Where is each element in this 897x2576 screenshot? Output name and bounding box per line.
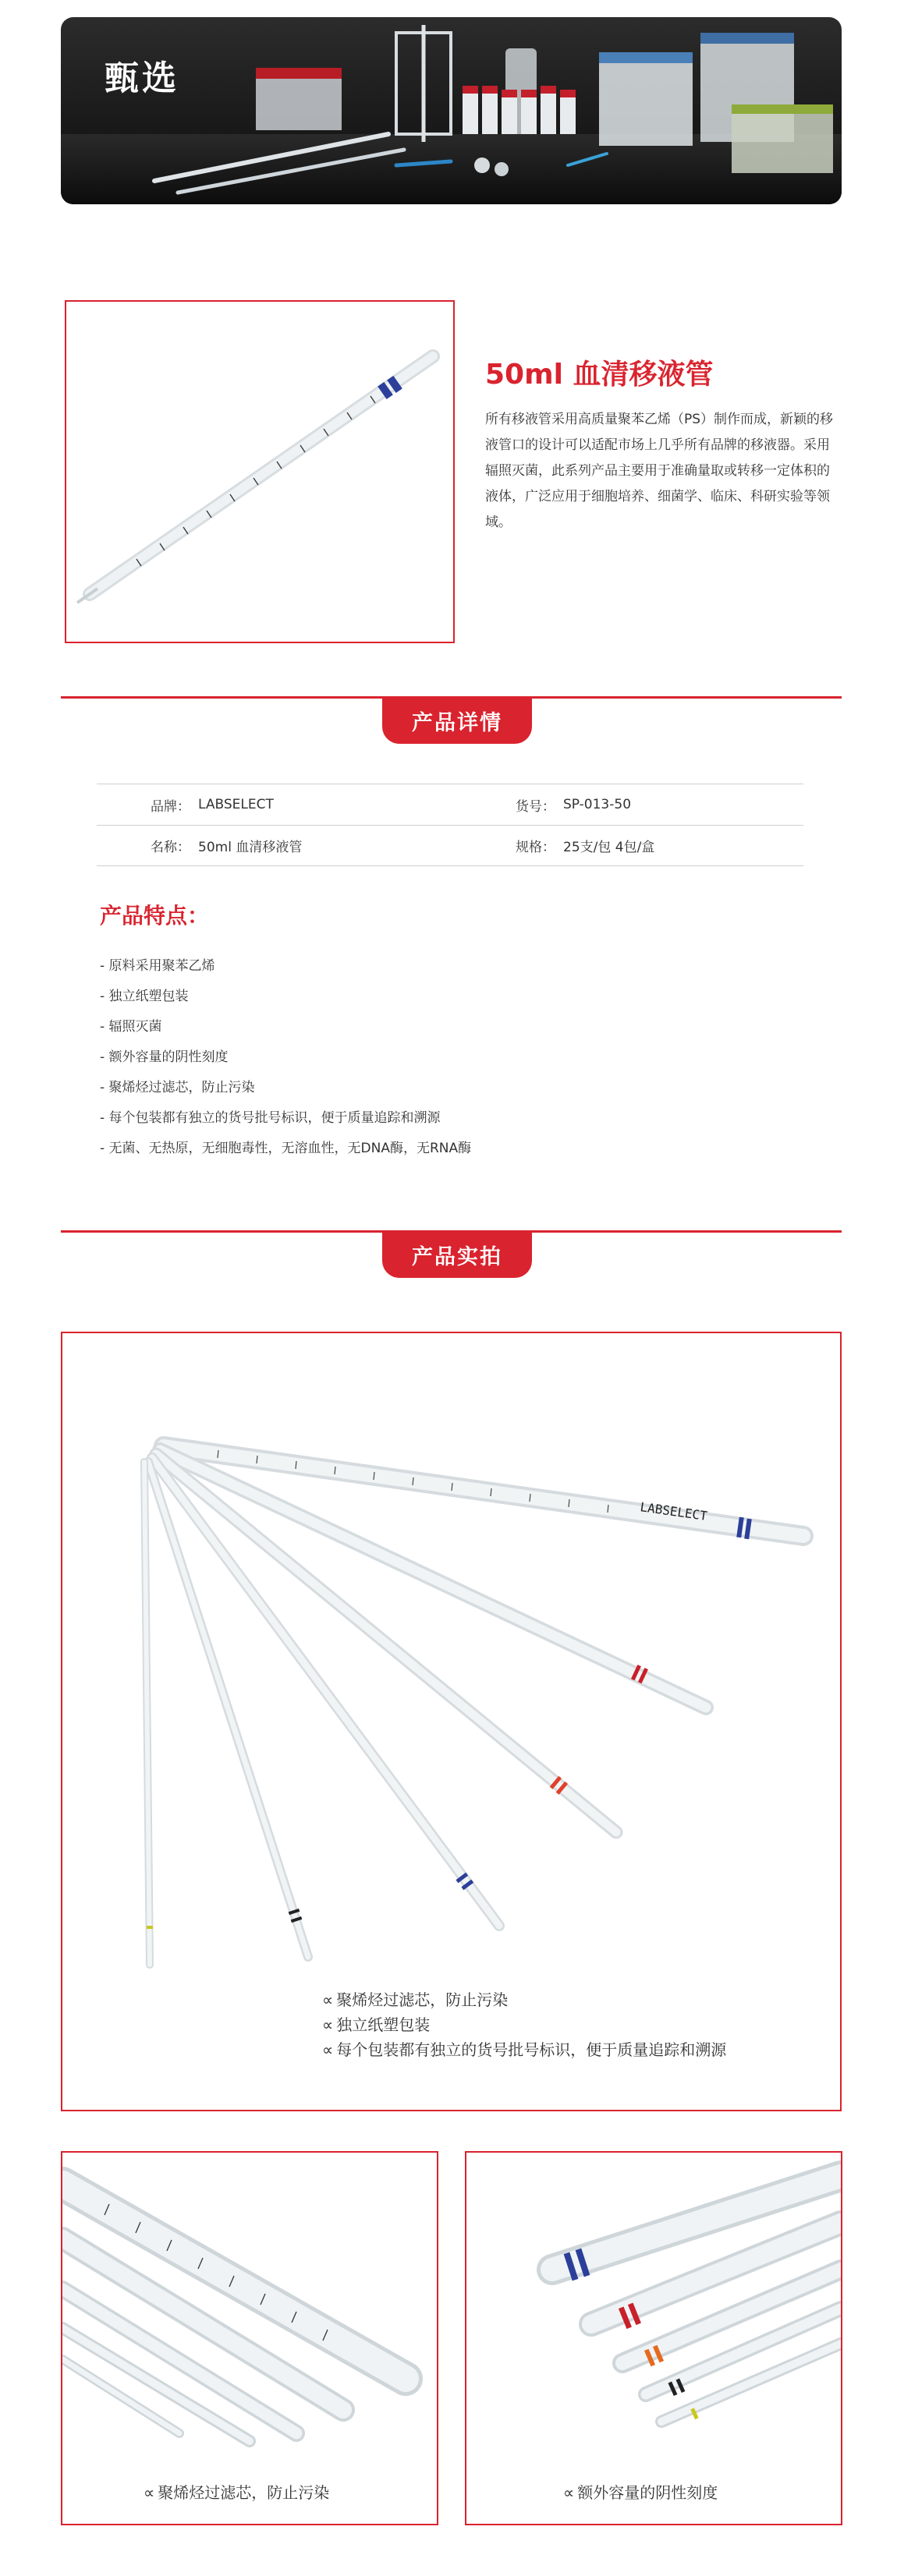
pipette-tips-image (62, 2153, 437, 2524)
spec-label-brand: 品牌： (151, 798, 190, 815)
list-item: - 无菌、无热原，无细胞毒性，无溶血性，无DNA酶，无RNA酶 (100, 1141, 472, 1156)
caption-text: 独立纸塑包装 (336, 2015, 431, 2034)
spec-value-sku: SP-013-50 (563, 797, 632, 812)
bottom-right-caption (563, 2480, 718, 2505)
main-photo-captions (322, 1987, 726, 2062)
graduation-closeup-photo (465, 2151, 842, 2525)
main-product-photo (61, 1332, 842, 2111)
spec-label-spec: 规格： (516, 840, 555, 855)
caption-text: 每个包装都有独立的货号批号标识，便于质量追踪和溯源 (336, 2040, 727, 2059)
caption-line (322, 2012, 726, 2037)
product-title: 50ml 血清移液管 (485, 359, 714, 391)
spec-label-sku: 货号： (516, 798, 555, 815)
list-item: - 额外容量的阴性刻度 (100, 1049, 229, 1065)
list-item: - 聚烯烃过滤芯，防止污染 (100, 1080, 255, 1095)
pipette-brand-label: LABSELECT (639, 1499, 708, 1524)
hero-banner (61, 17, 842, 204)
caption-symbol: ∝ (322, 2040, 334, 2059)
list-item: - 原料采用聚苯乙烯 (100, 958, 215, 974)
pipette-image (66, 302, 453, 642)
spec-row (97, 825, 803, 866)
features-list (100, 951, 471, 1164)
pipette-bands-image (466, 2153, 841, 2524)
caption-symbol: ∝ (322, 1990, 334, 2009)
caption-symbol: ∝ (144, 2483, 155, 2502)
filter-closeup-photo (61, 2151, 438, 2525)
caption-text: 聚烯烃过滤芯，防止污染 (158, 2483, 330, 2502)
caption-line (322, 2037, 726, 2062)
caption-symbol: ∝ (563, 2483, 575, 2502)
product-image (65, 300, 455, 643)
spec-table (97, 784, 803, 866)
spec-label-name: 名称： (151, 840, 190, 855)
caption-symbol: ∝ (322, 2015, 334, 2034)
features-title: 产品特点： (100, 903, 210, 929)
caption-text: 聚烯烃过滤芯，防止污染 (336, 1990, 509, 2009)
caption-text: 额外容量的阴性刻度 (577, 2483, 718, 2502)
spec-value-brand: LABSELECT (198, 797, 274, 812)
section-title-details: 产品详情 (382, 697, 532, 744)
list-item: - 每个包装都有独立的货号批号标识，便于质量追踪和溯源 (100, 1110, 441, 1126)
list-item: - 辐照灭菌 (100, 1019, 162, 1035)
spec-row (97, 784, 803, 825)
spec-value-name: 50ml 血清移液管 (198, 840, 303, 855)
caption-line (322, 1987, 726, 2012)
banner-lab-products-image (61, 17, 842, 204)
section-title-photos: 产品实拍 (382, 1231, 532, 1278)
spec-value-spec: 25支/包 4包/盒 (563, 840, 655, 855)
product-description: 所有移液管采用高质量聚苯乙烯（PS）制作而成，新颖的移液管口的设计可以适配市场上几乎所有品牌的移液器。采用辐照灭菌，此系列产品主要用于准确量取或转移一定体积的液体，广泛应用于细胞培养、细菌学、临床、科研实验等领域。 (485, 412, 834, 530)
banner-title: 甄选 (105, 58, 179, 98)
list-item: - 独立纸塑包装 (100, 989, 189, 1004)
bottom-left-caption (144, 2480, 329, 2505)
